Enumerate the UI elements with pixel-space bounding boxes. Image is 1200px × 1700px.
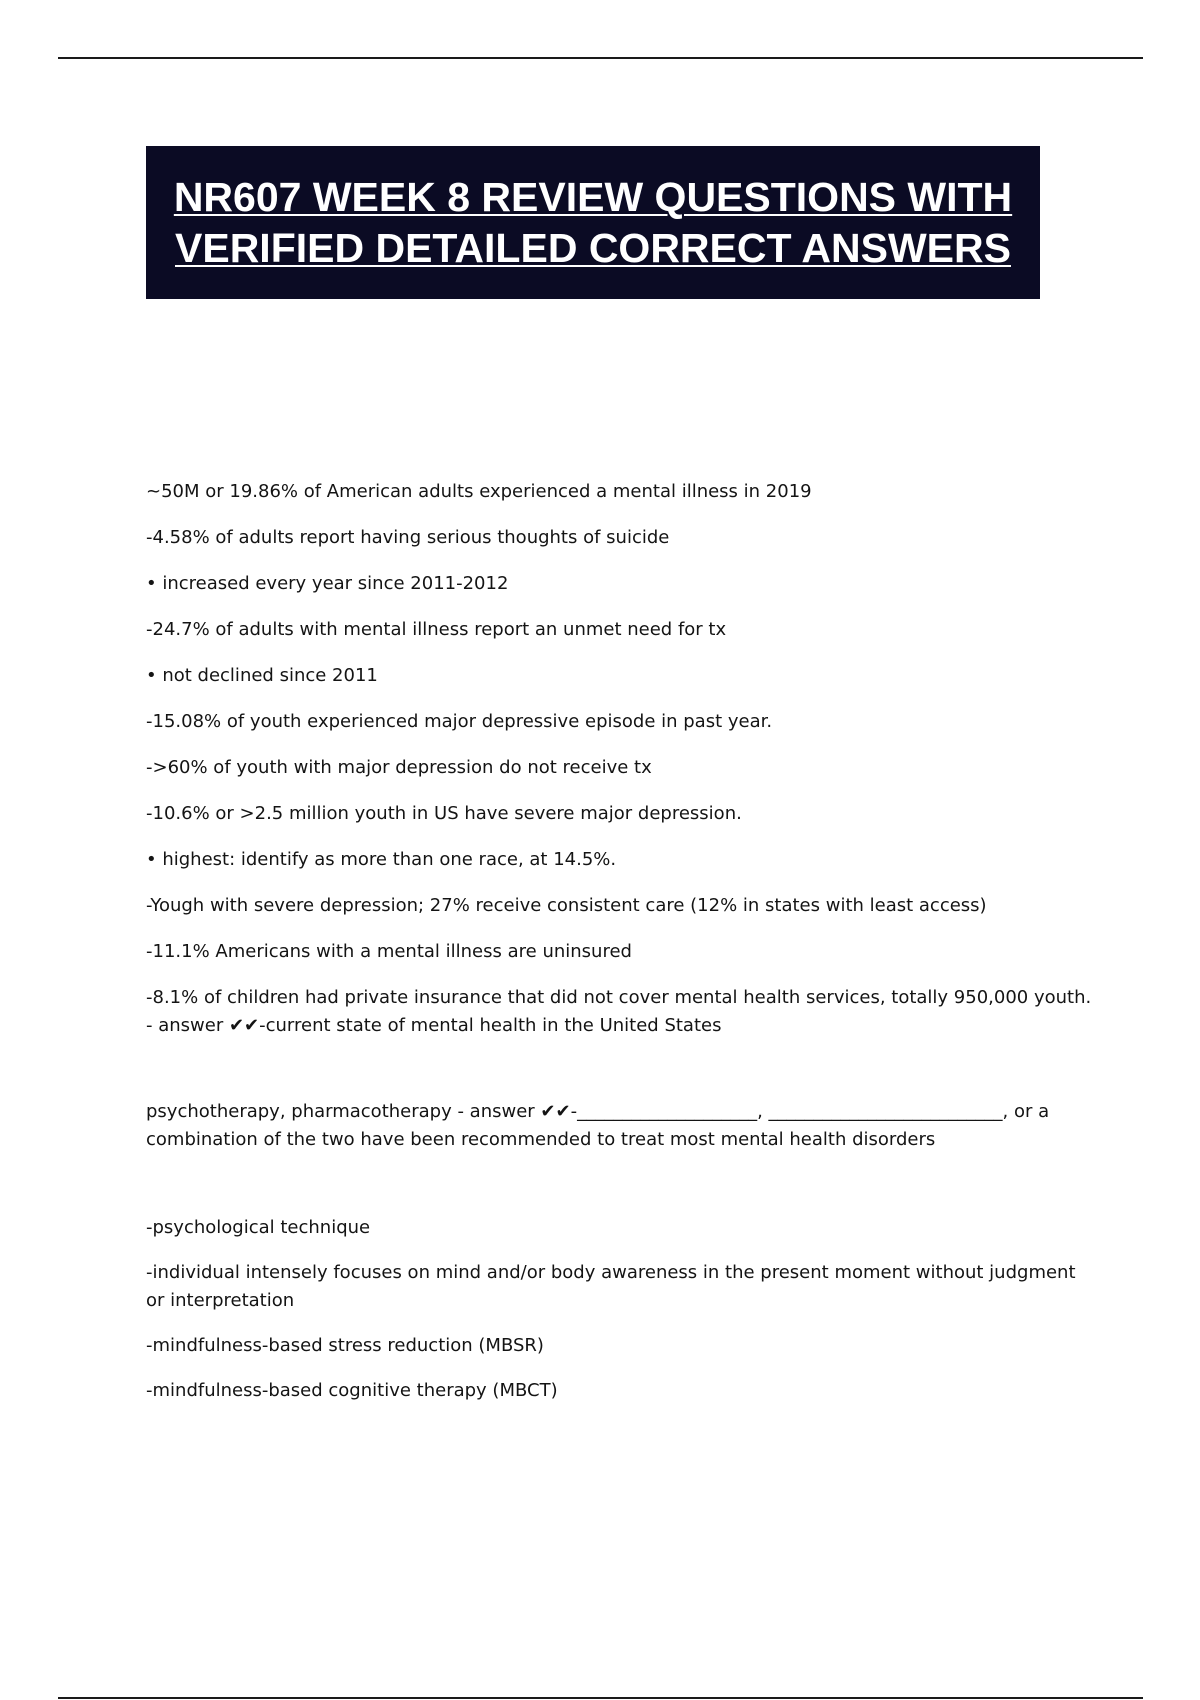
question-line: -mindfulness-based stress reduction (MBSR) — [146, 1335, 544, 1356]
question-bullet: • highest: identify as more than one race, at 14.5%. — [146, 849, 617, 870]
block-spacer — [146, 1040, 1086, 1098]
footer-rule — [58, 1697, 1143, 1699]
title-banner — [146, 146, 1040, 299]
question-line: -Yough with severe depression; 27% receive consistent care (12% in states with least access) — [146, 895, 987, 916]
qa-block-2 — [146, 1098, 1086, 1154]
question-bullet: • increased every year since 2011-2012 — [146, 573, 509, 594]
question-line: -11.1% Americans with a mental illness are uninsured — [146, 941, 632, 962]
document-title: NR607 WEEK 8 REVIEW QUESTIONS WITH VERIFIED DETAILED CORRECT ANSWERS — [173, 173, 1013, 271]
question-answer-text: psychotherapy, pharmacotherapy - answer ✔✔-____________________, __________________________, or a combination of the two have been recommended to treat most mental health disorders — [146, 1101, 1050, 1150]
qa-block-3 — [146, 1214, 1086, 1422]
question-line: -mindfulness-based cognitive therapy (MBCT) — [146, 1380, 558, 1401]
question-line: -24.7% of adults with mental illness report an unmet need for tx — [146, 619, 727, 640]
header-rule — [58, 57, 1143, 59]
question-line: -10.6% or >2.5 million youth in US have severe major depression. — [146, 803, 742, 824]
question-line: -15.08% of youth experienced major depressive episode in past year. — [146, 711, 773, 732]
block-spacer — [146, 1154, 1086, 1214]
question-line: -4.58% of adults report having serious thoughts of suicide — [146, 527, 670, 548]
question-line: -individual intensely focuses on mind and/or body awareness in the present moment without judgment or interpretation — [146, 1262, 1076, 1311]
question-bullet: • not declined since 2011 — [146, 665, 378, 686]
document-body — [146, 478, 1092, 1422]
qa-block-1 — [146, 478, 1092, 1040]
question-line: -psychological technique — [146, 1217, 371, 1238]
question-line: -8.1% of children had private insurance that did not cover mental health services, totally 950,000 youth. — [146, 987, 1092, 1008]
answer-line: - answer ✔✔-current state of mental health in the United States — [146, 1015, 722, 1036]
question-line: ->60% of youth with major depression do not receive tx — [146, 757, 652, 778]
question-line: ~50M or 19.86% of American adults experienced a mental illness in 2019 — [146, 481, 812, 502]
